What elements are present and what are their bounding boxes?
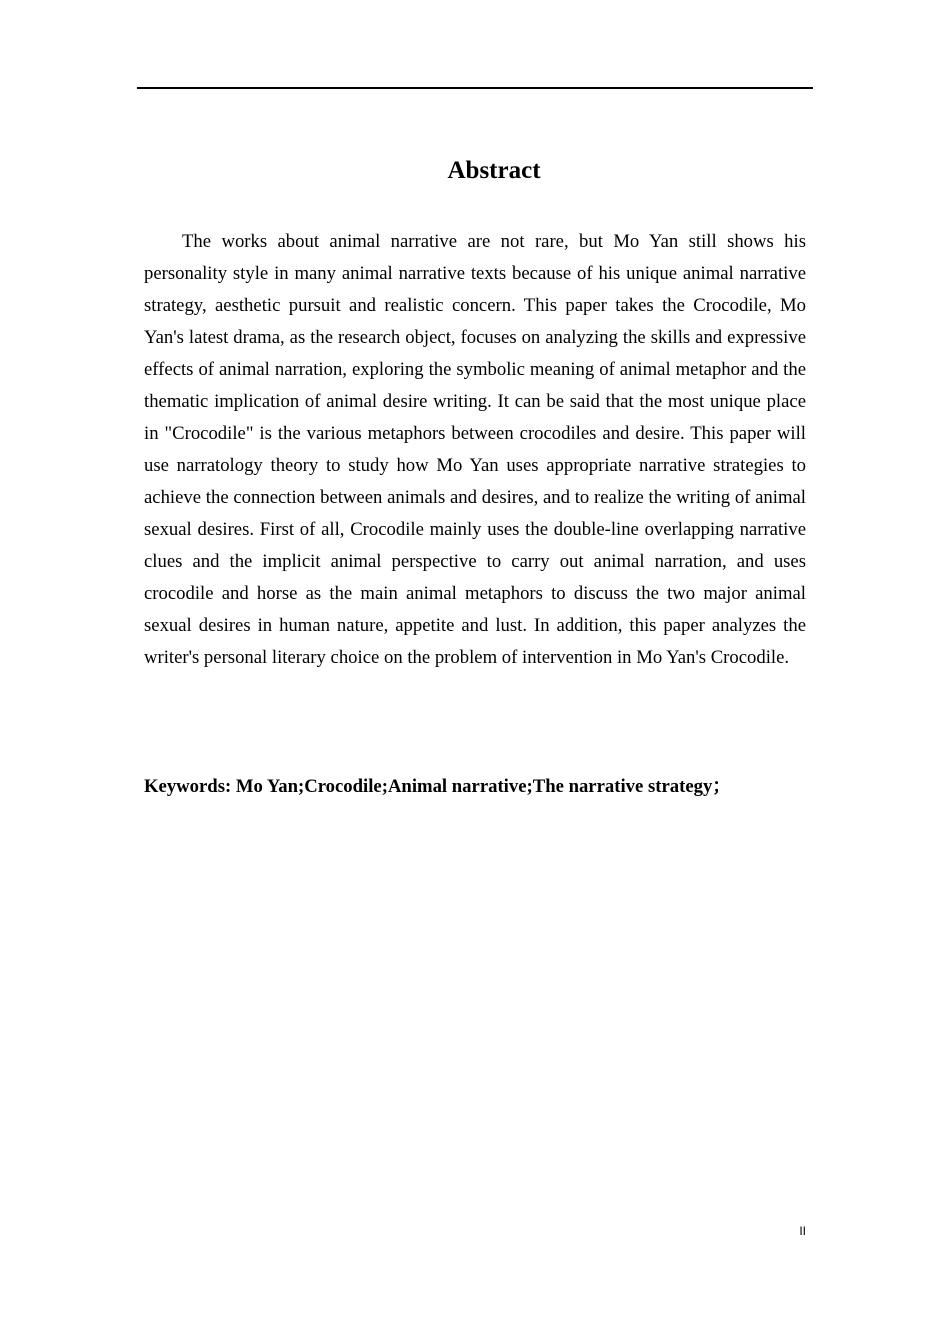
page-number: II bbox=[799, 1224, 806, 1238]
abstract-title: Abstract bbox=[447, 157, 541, 184]
keywords-line: Keywords: Mo Yan;Crocodile;Animal narrative;The narrative strategy； bbox=[144, 776, 731, 797]
abstract-body: The works about animal narrative are not rare, but Mo Yan still shows his personality style in many animal narrative texts because of his unique animal narrative strategy, aesthetic pursuit and realistic concern. This paper takes the Crocodile, Mo Yan's latest drama, as the research object, focuses on analyzing the skills and expressive effects of animal narration, exploring the symbolic meaning of animal metaphor and the thematic implication of animal desire writing. It can be said that the most unique place in "Crocodile" is the various metaphors between crocodiles and desire. This paper will use narratology theory to study how Mo Yan uses appropriate narrative strategies to achieve the connection between animals and desires, and to realize the writing of animal sexual desires. First of all, Crocodile mainly uses the double-line overlapping narrative clues and the implicit animal perspective to carry out animal narration, and uses crocodile and horse as the main animal metaphors to discuss the two major animal sexual desires in human nature, appetite and lust. In addition, this paper analyzes the writer's personal literary choice on the problem of intervention in Mo Yan's Crocodile. bbox=[144, 231, 806, 668]
header-rule bbox=[137, 87, 813, 89]
